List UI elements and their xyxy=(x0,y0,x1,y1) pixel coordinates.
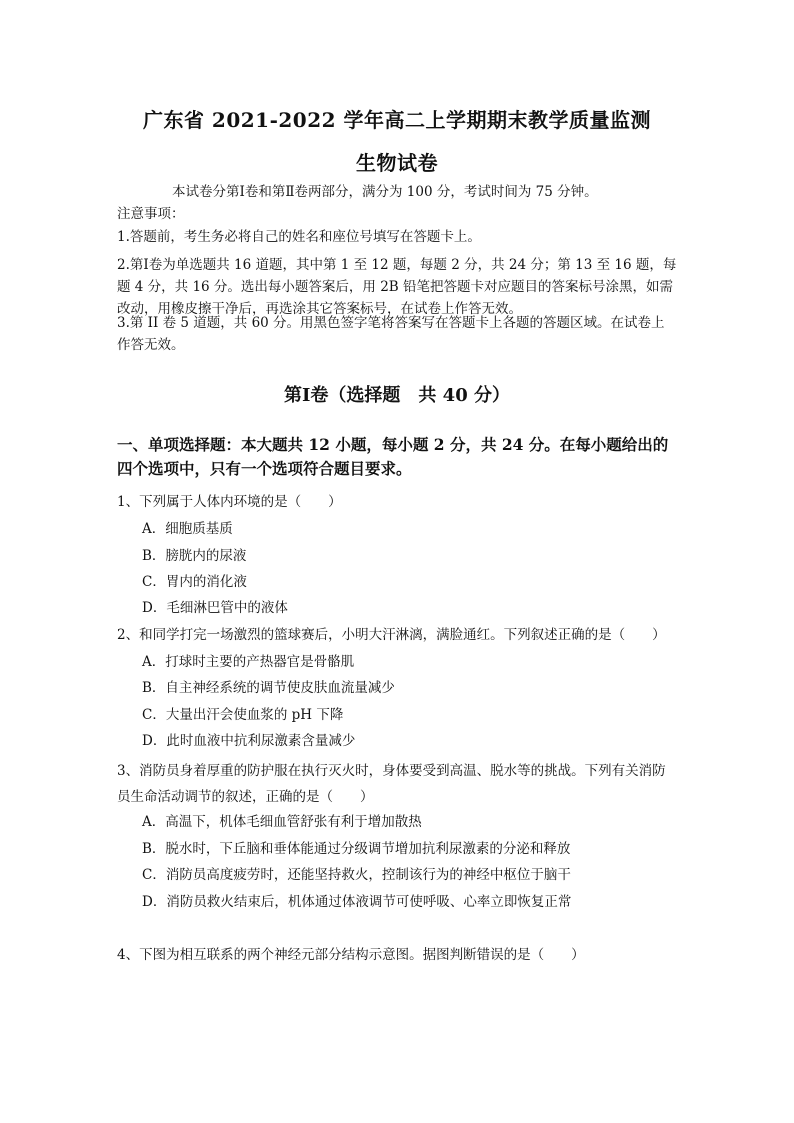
notice-item-2: 2.第Ⅰ卷为单选题共 16 道题，其中第 1 至 12 题，每题 2 分，共 24 分；第 13 至 16 题，每题 4 分，共 16 分。选出每小题答案后，用 2B 铅笔把答题卡对应题目的答案标号涂黑，如需改动，用橡皮擦干净后，再选涂其它答案标号，在试卷上作答无效。 xyxy=(117,257,677,317)
question-2-option-c: C．大量出汗会使血浆的 pH 下降 xyxy=(142,707,344,723)
notice-heading: 注意事项： xyxy=(117,206,185,222)
question-1-stem: 1、下列属于人体内环境的是（ ） xyxy=(117,494,342,510)
question-3-option-a: A．高温下，机体毛细血管舒张有利于增加散热 xyxy=(142,814,422,830)
question-1-option-b: B．膀胱内的尿液 xyxy=(142,548,247,564)
question-4-stem: 4、下图为相互联系的两个神经元部分结构示意图。据图判断错误的是（ ） xyxy=(117,947,585,963)
question-1-option-c: C．胃内的消化液 xyxy=(142,574,247,590)
question-2-option-a: A．打球时主要的产热器官是骨骼肌 xyxy=(142,654,355,670)
question-3-option-d: D．消防员救火结束后，机体通过体液调节可使呼吸、心率立即恢复正常 xyxy=(142,894,572,910)
question-2-stem: 2、和同学打完一场激烈的篮球赛后，小明大汗淋漓，满脸通红。下列叙述正确的是（ ） xyxy=(117,627,666,643)
question-3-stem: 3、消防员身着厚重的防护服在执行灭火时，身体要受到高温、脱水等的挑战。下列有关消防员生命活动调节的叙述，正确的是（ ） xyxy=(117,763,666,805)
notice-item-1: 1.答题前，考生务必将自己的姓名和座位号填写在答题卡上。 xyxy=(117,229,481,245)
question-3-option-c: C．消防员高度疲劳时，还能坚持救火，控制该行为的神经中枢位于脑干 xyxy=(142,867,571,883)
question-1-option-d: D．毛细淋巴管中的液体 xyxy=(142,600,288,616)
question-2-option-b: B．自主神经系统的调节使皮肤血流量减少 xyxy=(142,680,395,696)
exam-intro: 本试卷分第Ⅰ卷和第Ⅱ卷两部分，满分为 100 分，考试时间为 75 分钟。 xyxy=(172,184,598,200)
section-title: 第Ⅰ卷（选择题 共 40 分） xyxy=(283,385,510,406)
exam-subject: 生物试卷 xyxy=(356,151,438,175)
notice-item-3: 3.第 II 卷 5 道题，共 60 分。用黑色签字笔将答案写在答题卡上各题的答题区域。在试卷上作答无效。 xyxy=(117,315,665,353)
exam-title: 广东省 2021-2022 学年高二上学期期末教学质量监测 xyxy=(142,108,652,132)
question-1-option-a: A．细胞质基质 xyxy=(142,521,233,537)
question-3-option-b: B．脱水时，下丘脑和垂体能通过分级调节增加抗利尿激素的分泌和释放 xyxy=(142,841,571,857)
part-title: 一、单项选择题：本大题共 12 小题，每小题 2 分，共 24 分。在每小题给出的四个选项中，只有一个选项符合题目要求。 xyxy=(117,435,669,478)
question-2-option-d: D．此时血液中抗利尿激素含量减少 xyxy=(142,733,356,749)
